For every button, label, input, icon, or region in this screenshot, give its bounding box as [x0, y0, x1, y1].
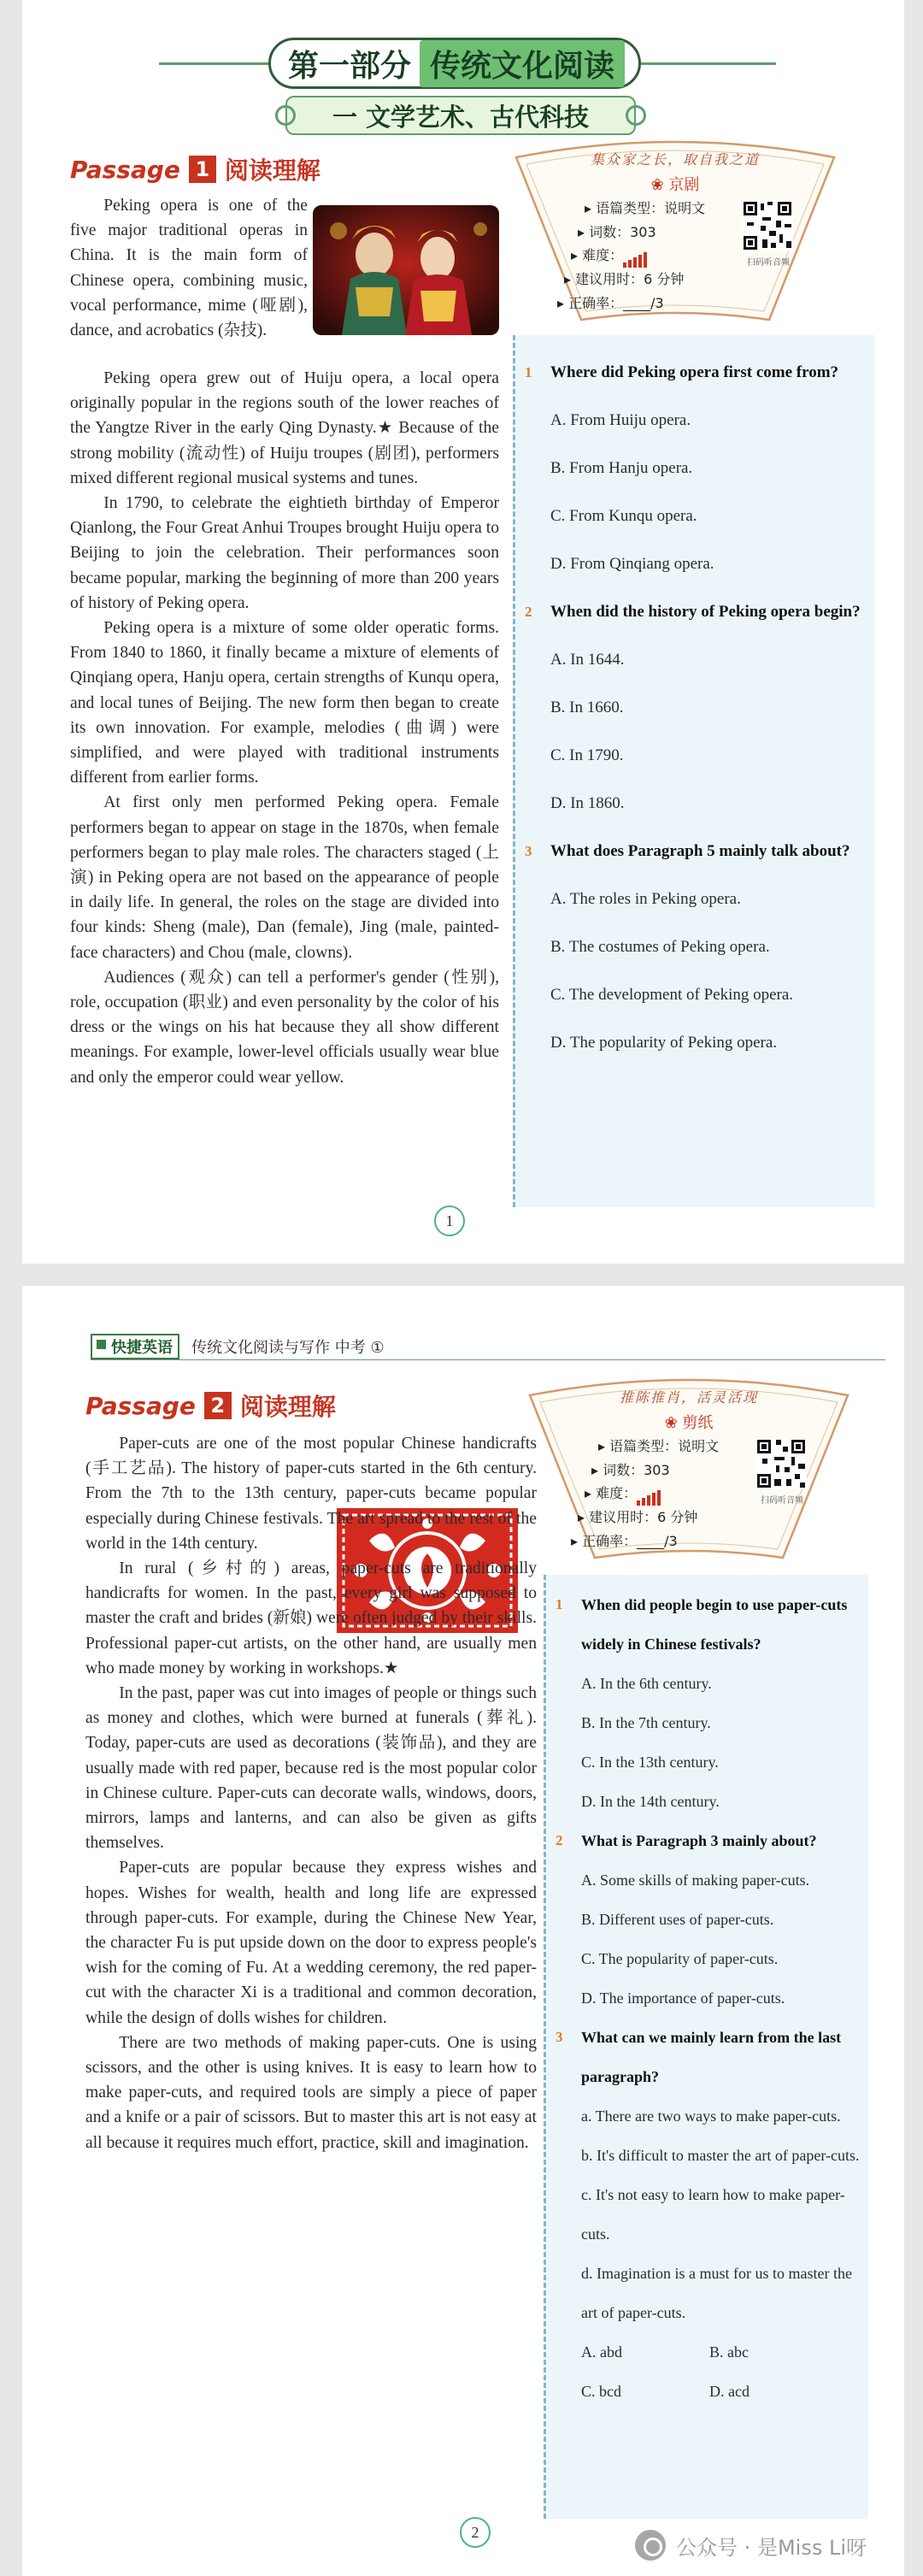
meta-difficulty: ▸ 难度： [571, 244, 705, 268]
watermark [635, 2530, 867, 2561]
passage-word: Passage [85, 1391, 196, 1420]
meta-time: ▸ 建议用时：6 分钟 [578, 1509, 698, 1526]
question-1 [556, 1585, 863, 1821]
passage-paragraph: There are two methods of making paper-cuts. One is using scissors, and the other is using knives. It is easy to learn how to make paper-cuts, and required tools are simply a piece of paper and a knife or a pair of scissors. But to master this art is not easy at all because it requires much effort, practice, skill and imagination. [85, 2033, 537, 2152]
question-1 [525, 349, 867, 588]
question-text: When did the history of Peking opera begin? [550, 603, 861, 621]
option[interactable]: B. In 1660. [550, 699, 624, 716]
watermark-text: 公众号 · 是Miss Li呀 [676, 2535, 867, 2560]
ornament-left-icon [275, 105, 296, 126]
passage-paragraph: In 1790, to celebrate the eightieth birthday of Emperor Qianlong, the Four Great Anhui Troupes brought Huiju opera to Beijing to join the celebration. Their performances soon became popular, marking the beginning of more than 200 years of history of Peking opera. [70, 494, 499, 612]
option[interactable]: A. The roles in Peking opera. [550, 890, 741, 908]
type-label: 语篇类型：说明文 [609, 1438, 720, 1454]
option[interactable]: C. The development of Peking opera. [550, 986, 794, 1004]
page-number: 1 [434, 1205, 465, 1236]
genre-text: 剪纸 [682, 1414, 714, 1432]
passage-number: 2 [204, 1392, 232, 1419]
time-label: 建议用时：6 分钟 [589, 1509, 698, 1526]
question-number: 1 [525, 364, 532, 380]
option[interactable]: D. In 1860. [550, 794, 625, 812]
fan-genre: ❀ 剪纸 [664, 1414, 714, 1432]
meta-accuracy: ▸ 正确率：____/3 [571, 1532, 678, 1549]
section-title-text: 一 文学艺术、古代科技 [332, 102, 590, 132]
wechat-icon [635, 2530, 666, 2561]
question-3 [556, 2018, 863, 2411]
paragraph-text: Paper-cuts are one of the most popular Chinese handicrafts (手工艺品). The history of paper-cuts started in the 6th century. From the 7th to the 13th century, paper-cuts became popular especially during Chinese festivals. The art spread to the rest of the world in the 14th century. [85, 1435, 537, 1553]
series-badge: 快捷英语 [91, 1334, 179, 1359]
series-title: 传统文化阅读与写作 中考 ① [191, 1339, 385, 1357]
passage-paragraph: Peking opera is one of the five major traditional operas in China. It is the main form of Chinese opera, combining music, vocal performance, mime (哑剧), dance, and acrobatics (杂技). [70, 197, 308, 340]
part-title-box [268, 38, 641, 89]
fan-motto: 推陈推肖，活灵活现 [619, 1391, 758, 1406]
info-fan [526, 1376, 851, 1565]
running-header [91, 1334, 385, 1359]
passage-paragraph: Paper-cuts are popular because they express wishes and hopes. Wishes for wealth, health and long life are expressed through paper-cuts. For example, during the Chinese New Year, the character Fu is put upside down on the door to express people's wish for the coming of Fu. At a wedding ceremony, the red paper-cut with the character Xi is a traditional and common decoration, while the design of dolls wishes for children. [85, 1859, 537, 2027]
question-text: When did people begin to use paper-cuts widely in Chinese festivals? [581, 1596, 848, 1653]
type-label: 语篇类型：说明文 [596, 200, 706, 216]
question-text: What can we mainly learn from the last paragraph? [581, 2029, 842, 2085]
option[interactable]: A. In 1644. [550, 651, 625, 669]
part-label: 第一部分 [288, 48, 412, 84]
option[interactable]: D. In the 14th century. [581, 1793, 720, 1810]
meta-accuracy: ▸ 正确率：____/3 [557, 294, 664, 311]
fan-genre: ❀ 京剧 [650, 176, 700, 194]
passage-word: Passage [70, 155, 180, 184]
passage-2-text [85, 1431, 537, 2155]
question-number: 3 [556, 2029, 563, 2045]
passage-title: 阅读理解 [224, 156, 320, 185]
choice-row [556, 2372, 863, 2411]
option[interactable]: A. Some skills of making paper-cuts. [581, 1872, 810, 1889]
option[interactable]: B. The costumes of Peking opera. [550, 938, 770, 956]
meta-type: ▸ 语篇类型：说明文 [598, 1438, 720, 1454]
option[interactable]: C. The popularity of paper-cuts. [581, 1950, 779, 1967]
passage-paragraph [85, 1431, 537, 1556]
question-text: What is Paragraph 3 mainly about? [581, 1832, 817, 1849]
info-fan [513, 139, 838, 327]
option[interactable]: C. From Kunqu opera. [550, 507, 697, 525]
question-3 [525, 828, 867, 1067]
opera-photo [313, 205, 499, 335]
passage-paragraph: In the past, paper was cut into images of people or things such as money and clothes, which were burned at funerals (葬礼). Today, paper-cuts are used as decorations (装饰品), and they are usually made with red paper, because red is the most popular color in Chinese culture. Paper-cuts can decorate walls, windows, doors, mirrors, lamps and lanterns, and can also be given as gifts themselves. [85, 1684, 537, 1853]
option[interactable]: C. In 1790. [550, 746, 624, 764]
option[interactable]: B. Different uses of paper-cuts. [581, 1911, 774, 1928]
words-label: 词数：303 [603, 1461, 670, 1478]
option[interactable]: A. In the 6th century. [581, 1675, 712, 1692]
difficulty-label: 难度： [596, 1485, 638, 1501]
passage-paragraph: In rural (乡村的) areas, paper-cuts are traditionally handicrafts for women. In the past, every girl was supposed to master the craft and brides (新娘) were often judged by their skills. Professional paper-cut artists, on the other hand, are usually men who made money by working in workshops.★ [85, 1559, 537, 1677]
fan-motto: 集众家之长，取自我之道 [590, 153, 760, 168]
passage-paragraph: Peking opera grew out of Huiju opera, a local opera originally popular in the regions south of the lower reaches of the Yangtze River in the early Qing Dynasty.★ Because of the strong mobility (流动性) of Huiju troupes (剧团), performers mixed different regional musical systems and tunes. [70, 369, 499, 487]
meta-time: ▸ 建议用时：6 分钟 [564, 271, 685, 288]
passage-number: 1 [189, 156, 216, 183]
words-label: 词数：303 [589, 223, 656, 240]
fan-meta [571, 1435, 720, 1553]
question-number: 3 [525, 843, 532, 859]
passage-paragraph: Audiences (观众) can tell a performer's gender (性别), role, occupation (职业) and even personality by the color of his dress or the wings on his hat because they all show different meanings. For example, lower-level officials usually wear blue and only the emperor could wear yellow. [70, 968, 499, 1087]
accuracy-label: 正确率：____/3 [582, 1532, 678, 1549]
meta-words: ▸ 词数：303 [578, 223, 656, 240]
option[interactable]: C. In the 13th century. [581, 1754, 719, 1771]
difficulty-bars-icon [623, 245, 649, 268]
passage-1-para-1-wrap [70, 193, 308, 343]
page-2 [22, 1286, 904, 2576]
passage-1-text [70, 366, 499, 1090]
difficulty-label: 难度： [582, 247, 624, 263]
choice-row [556, 2332, 863, 2372]
passage-heading [70, 152, 320, 186]
option[interactable]: D. acd [709, 2383, 750, 2400]
page-1 [22, 0, 904, 1264]
question-2 [556, 1821, 863, 2018]
qr-caption: 扫码听音频 [747, 258, 790, 268]
statement: d. Imagination is a must for us to master the art of paper-cuts. [581, 2265, 852, 2321]
meta-difficulty: ▸ 难度： [585, 1482, 719, 1506]
question-text: What does Paragraph 5 mainly talk about? [550, 842, 850, 860]
option[interactable]: B. From Hanju opera. [550, 459, 693, 477]
meta-words: ▸ 词数：303 [591, 1461, 670, 1478]
ornament-right-icon [626, 105, 646, 126]
qr-code-icon[interactable] [755, 1438, 807, 1489]
question-number: 2 [525, 604, 532, 620]
statement: b. It's difficult to master the art of paper-cuts. [581, 2147, 860, 2164]
question-number: 1 [556, 1596, 563, 1612]
option[interactable]: D. The importance of paper-cuts. [581, 1989, 785, 2007]
section-title [285, 96, 636, 135]
passage-paragraph: At first only men performed Peking opera. Female performers began to appear on stage in the 1870s, when female performers began to play male roles. The characters staged (上演) in Peking opera are not based on the appearance of people in daily life. In general, the roles on the stage are divided into four kinds: Sheng (male), Dan (female), Jing (male, painted-face characters) and Chou (male, clowns). [70, 793, 499, 962]
header-rule [91, 1359, 885, 1360]
page-number: 2 [460, 2517, 491, 2548]
option[interactable]: B. In the 7th century. [581, 1714, 711, 1731]
statement: c. It's not easy to learn how to make paper-cuts. [581, 2186, 845, 2243]
qr-caption: 扫码听音频 [761, 1496, 803, 1506]
accuracy-label: 正确率：____/3 [568, 294, 664, 311]
question-number: 2 [556, 1832, 563, 1848]
meta-type: ▸ 语篇类型：说明文 [585, 200, 706, 216]
part-name: 传统文化阅读 [420, 40, 625, 87]
question-list [525, 349, 867, 1067]
fan-meta [557, 197, 706, 315]
statement: a. There are two ways to make paper-cuts. [581, 2107, 841, 2125]
question-2 [525, 588, 867, 828]
genre-text: 京剧 [668, 176, 700, 194]
part-title [22, 38, 904, 89]
option[interactable]: D. From Qinqiang opera. [550, 555, 714, 573]
option[interactable]: D. The popularity of Peking opera. [550, 1034, 778, 1052]
question-text: Where did Peking opera first come from? [550, 363, 839, 381]
option[interactable]: A. abd [581, 2343, 622, 2361]
passage-title: 阅读理解 [239, 1393, 336, 1421]
option[interactable]: B. abc [709, 2343, 749, 2361]
option[interactable]: C. bcd [581, 2383, 621, 2400]
question-list [556, 1585, 863, 2411]
qr-code-icon[interactable] [742, 200, 793, 251]
time-label: 建议用时：6 分钟 [575, 271, 685, 288]
difficulty-bars-icon [637, 1483, 662, 1506]
passage-paragraph: Peking opera is a mixture of some older operatic forms. From 1840 to 1860, it finally became a mixture of elements of Qinqiang opera, Hanju opera, certain strengths of Kunqu opera, and local tunes of Beijing. The new form then began to create its own innovation. For example, melodies (曲调) were simplified, and were played with traditional instruments different from earlier forms. [70, 619, 499, 787]
option[interactable]: A. From Huiju opera. [550, 411, 691, 429]
passage-heading [85, 1388, 336, 1423]
